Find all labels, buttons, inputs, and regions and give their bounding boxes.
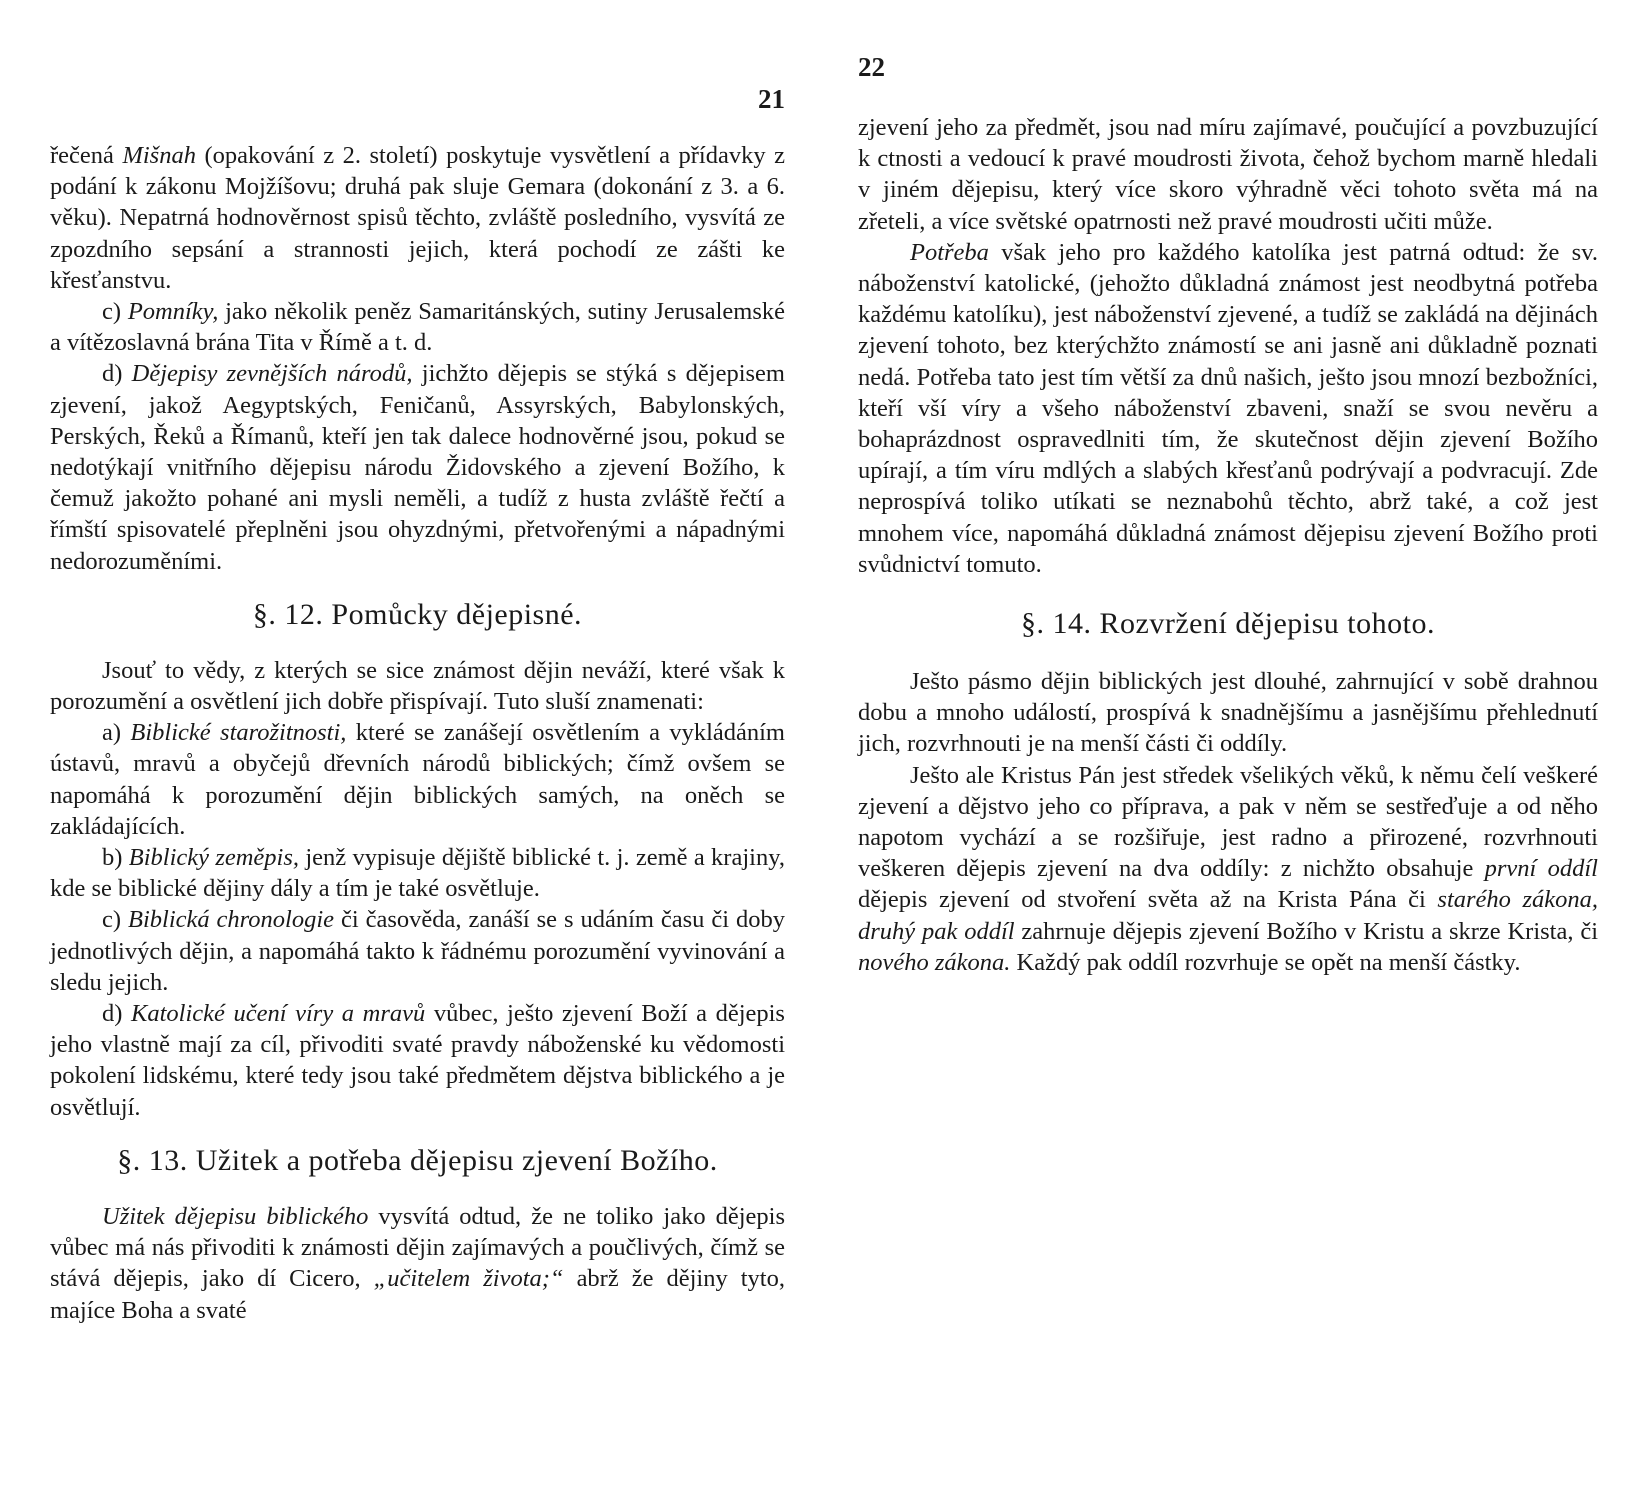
- paragraph: [858, 666, 1598, 760]
- text-run: d): [102, 1000, 131, 1028]
- paragraph: [50, 655, 785, 717]
- text-run: (opakování z 2. století) poskytuje vysvětlení a přídavky z podání k zákonu Mojžíšovu; druhá pak sluje Gemara (dokonání z 3. a 6. věku). Nepatrná hodnověrnost spisů těchto, zvláště posledního, vysvítá ze zpozdního sepsání a strannosti jejich, která pochodí ze zášti ke křesťanstvu.: [50, 142, 785, 294]
- right-page: [858, 0, 1598, 1500]
- text-run: zjevení jeho za předmět, jsou nad míru zajímavé, poučující a povzbuzující k ctnosti a vedoucí k pravé moudrosti života, čehož bychom marně hledali v jiném dějepisu, který více skoro výhradně věci tohoto světa má na zřeteli, a více světské opatrnosti než pravé moudrosti učiti může.: [858, 114, 1598, 235]
- text-run: Ješto ale Kristus Pán jest středek všelikých věků, k němu čelí veškeré zjevení a dějstvo jeho co příprava, a pak v něm se sestřeďuje a od něho napotom vychází a se rozšiřuje, jest radno a přirozené, rozvrhnouti veškeren dějepis zjevení na dva oddíly: z nichžto obsahuje: [858, 761, 1598, 883]
- paragraph: [50, 1201, 785, 1326]
- right-page-text: [858, 112, 1598, 978]
- text-run: či časověda, zanáší se s udáním času či doby jednotlivých dějin, a napomáhá takto k řádnému porozumění vyvinování a sledu jejich.: [50, 906, 785, 996]
- italic-text: Pomníky,: [127, 298, 219, 326]
- text-run: Ješto pásmo dějin biblických jest dlouhé, zahrnující v sobě drahnou dobu a mnoho událostí, prospívá k snadnějšímu a jasnějšímu přehlednutí jich, rozvrhnouti je na menší části či oddíly.: [858, 668, 1598, 758]
- italic-text: Užitek dějepisu biblického: [102, 1202, 369, 1230]
- text-run: které se zanášejí osvětlením a vykládáním ústavů, mravů a obyčejů dřevních národů biblických; čímž ovšem se napomáhá k porozumění dějin biblických samých, na oněch se zakládajících.: [50, 719, 785, 840]
- section-heading: §. 14. Rozvržení dějepisu tohoto.: [1021, 607, 1435, 641]
- text-run: b): [102, 844, 129, 872]
- italic-text: „učitelem života;“: [373, 1265, 564, 1293]
- text-run: jichžto dějepis se stýká s dějepisem zjevení, jakož Aegyptských, Feničanů, Assyrských, Babylonských, Perských, Řeků a Římanů, kteří jen tak dalece hodnověrné jsou, pokud se nedotýkají vnitřního dějepisu národu Židovského a zjevení Božího, k čemuž jakožto pohané ani mysli neměli, a tudíž z husta zvláště řečtí a římští spisovatelé přeplněni jsou ohyzdnými, přetvořenými a nápadnými nedorozuměními.: [50, 360, 785, 575]
- text-run: vysvítá odtud, že ne toliko jako dějepis vůbec má nás přivoditi k známosti dějin zajímavých a poučlivých, čímž se stává dějepis, jako dí Cicero,: [50, 1202, 786, 1293]
- paragraph: [50, 998, 785, 1123]
- page-number: 22: [858, 52, 885, 82]
- text-run: zahrnuje dějepis zjevení Božího v Kristu a skrze Krista, či: [1014, 917, 1598, 945]
- section-heading: §. 12. Pomůcky dějepisné.: [252, 597, 583, 631]
- paragraph: [858, 760, 1598, 978]
- italic-text: Mišnah: [122, 142, 196, 169]
- left-page-text: [50, 140, 785, 1326]
- text-run: abrž že dějiny tyto, majíce Boha a svaté: [50, 1265, 785, 1324]
- text-run: řečená: [50, 142, 123, 169]
- text-run: c): [102, 298, 128, 326]
- text-run: a): [102, 719, 131, 747]
- italic-text: Biblický zeměpis,: [128, 844, 300, 872]
- text-run: vůbec, ješto zjevení Boží a dějepis jeho vlastně mají za cíl, přivoditi svaté pravdy náboženské ku vědomosti pokolení lidskému, které tedy jsou také předmětem dějstva biblického a je osvětlují.: [50, 1000, 785, 1121]
- italic-text: první oddíl: [1484, 855, 1598, 883]
- text-run: c): [102, 906, 128, 934]
- text-run: d): [102, 360, 132, 388]
- italic-text: Katolické učení víry a mravů: [131, 1000, 426, 1028]
- paragraph: [50, 296, 785, 358]
- paragraph: [858, 237, 1598, 580]
- page-number: 21: [758, 84, 785, 114]
- text-run: dějepis zjevení od stvoření světa až na Krista Pána či: [858, 886, 1438, 914]
- paragraph: [50, 358, 785, 576]
- italic-text: Biblická chronologie: [127, 906, 335, 934]
- paragraph: [858, 112, 1598, 237]
- paragraph: [50, 904, 785, 998]
- text-run: jenž vypisuje dějiště biblické t. j. země a krajiny, kde se biblické dějiny dály a tím je také osvětluje.: [50, 844, 785, 903]
- paragraph: [50, 717, 785, 842]
- paragraph: [50, 842, 785, 904]
- italic-text: Dějepisy zevnějších národů,: [131, 360, 413, 388]
- section-heading: §. 13. Užitek a potřeba dějepisu zjevení Božího.: [117, 1143, 718, 1177]
- italic-text: nového zákona.: [858, 948, 1011, 976]
- left-page: [50, 0, 785, 1500]
- italic-text: Potřeba: [910, 238, 989, 266]
- text-run: Každý pak oddíl rozvrhuje se opět na menší částky.: [1010, 948, 1521, 976]
- text-run: však jeho pro každého katolíka jest patrná odtud: že sv. náboženství katolické, (jehožto důkladná známost jest neodbytná potřeba každému katolíku), jest náboženství zjevené, a tudíž se zakládá na dějinách zjevení tohoto, bez kterýchžto známostí se ani jasně ani důkladně poznati nedá. Potřeba tato jest tím větší za dnů našich, ješto jsou mnozí bezbožníci, kteří vší víry a všeho náboženství zbaveni, snaží se svou nevěru a bohaprázdnost ospravedlniti tím, že skutečnost dějin zjevení Božího upírají, a tím víru mdlých a slabých křesťanů podrývají a podvracují. Zde neprospívá toliko utíkati se neznabohů těchto, abrž také, a což jest mnohem více, napomáhá důkladná známost dějepisu zjevení Božího proti svůdnictví tomuto.: [858, 238, 1598, 578]
- italic-text: Biblické starožitnosti,: [130, 719, 347, 747]
- text-run: Jsouť to vědy, z kterých se sice známost dějin neváží, které však k porozumění a osvětlení jich dobře přispívají. Tuto sluší znamenati:: [50, 656, 785, 716]
- italic-text: starého zákona, druhý pak oddíl: [858, 886, 1598, 945]
- paragraph: [50, 140, 785, 296]
- text-run: jako několik peněz Samaritánských, sutiny Jerusalemské a vítězoslavná brána Tita v Římě a t. d.: [50, 298, 785, 357]
